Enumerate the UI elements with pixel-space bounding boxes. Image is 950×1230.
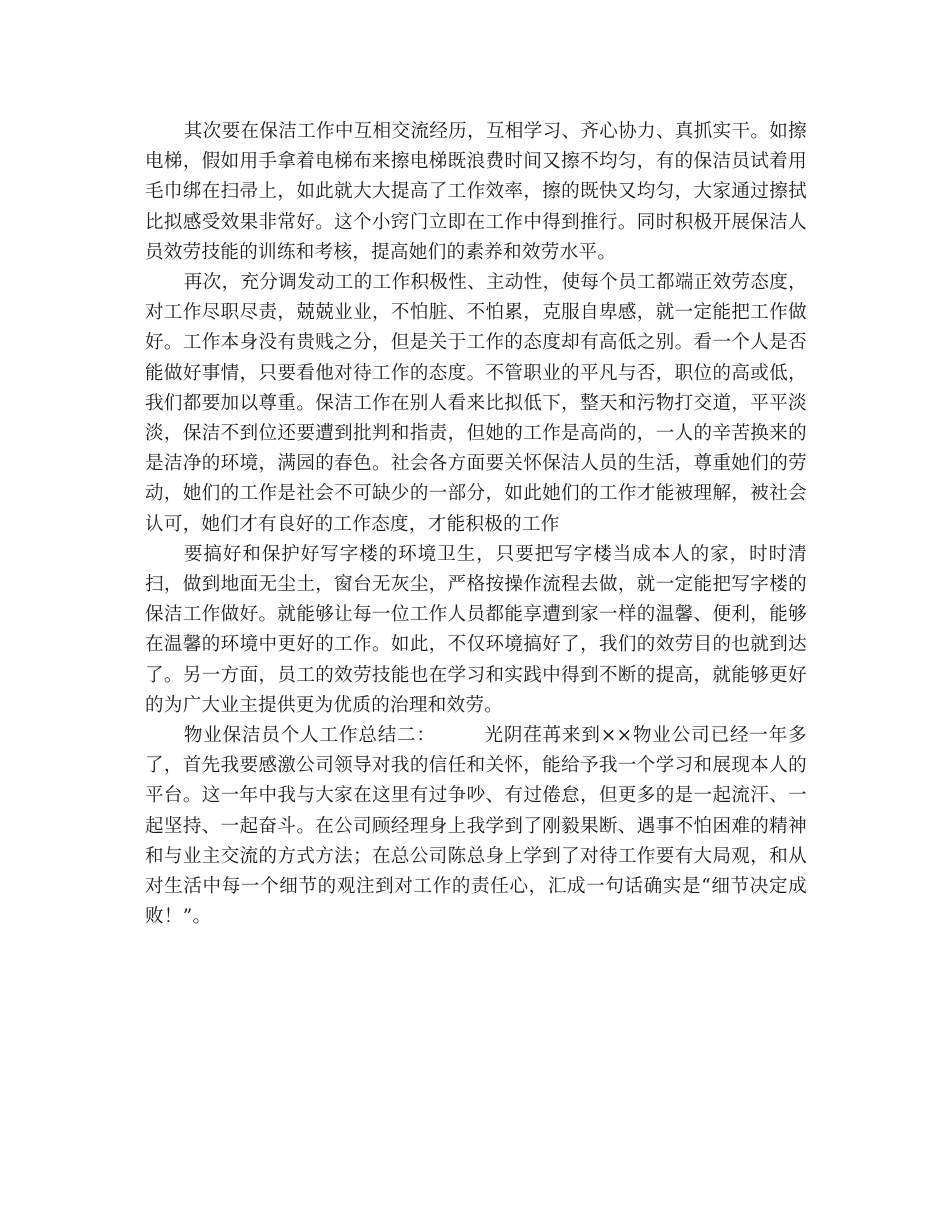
paragraph-office-hygiene: 要搞好和保护好写字楼的环境卫生，只要把写字楼当成本人的家，时时清扫，做到地面无尘土，窗台无灰尘，严格按操作流程去做，就一定能把写字楼的保洁工作做好。就能够让每一位工作人员都能享遭到家一样的温馨、便利，能够在温馨的环境中更好的工作。如此，不仅环境搞好了，我们的效劳目的也就到达了。另一方面，员工的效劳技能也在学习和实践中得到不断的提高，就能够更好的为广大业主提供更为优质的治理和效劳。: [145, 543, 807, 716]
paragraph-work-attitude: 再次，充分调发动工的工作积极性、主动性，使每个员工都端正效劳态度，对工作尽职尽责，兢兢业业，不怕脏、不怕累，克服自卑感，就一定能把工作做好。工作本身没有贵贱之分，但是关于工作的态度却有高低之别。看一个人是否能做好事情，只要看他对待工作的态度。不管职业的平凡与否，职位的高或低，我们都要加以尊重。保洁工作在别人看来比拟低下，整天和污物打交道，平平淡淡，保洁不到位还要遭到批判和指责，但她的工作是高尚的，一人的辛苦换来的是洁净的环境，满园的春色。社会各方面要关怀保洁人员的生活，尊重她们的劳动，她们的工作是社会不可缺少的一部分，如此她们的工作才能被理解，被社会认可，她们才有良好的工作态度，才能积极的工作: [145, 272, 807, 535]
summary-heading: 物业保洁员个人工作总结二：: [183, 725, 436, 747]
paragraph-summary-two: [145, 721, 807, 932]
summary-text: 光阴荏苒来到××物业公司已经一年多了，首先我要感激公司领导对我的信任和关怀，能给予我一个学习和展现本人的平台。这一年中我与大家在这里有过争吵、有过倦怠，但更多的是一起流汗、一起坚持、一起奋斗。在公司顾经理身上我学到了刚毅果断、遇事不怕困难的精神和与业主交流的方式方法；在总公司陈总身上学到了对待工作要有大局观，和从对生活中每一个细节的观注到对工作的责任心，汇成一句话确实是“细节决定成败！”。: [145, 725, 807, 928]
document-body: [145, 117, 807, 932]
paragraph-peer-exchange: 其次要在保洁工作中互相交流经历，互相学习、齐心协力、真抓实干。如擦电梯，假如用手拿着电梯布来擦电梯既浪费时间又擦不均匀，有的保洁员试着用毛巾绑在扫帚上，如此就大大提高了工作效率，擦的既快又均匀，大家通过擦拭比拟感受效果非常好。这个小窍门立即在工作中得到推行。同时积极开展保洁人员效劳技能的训练和考核，提高她们的素养和效劳水平。: [145, 121, 807, 263]
